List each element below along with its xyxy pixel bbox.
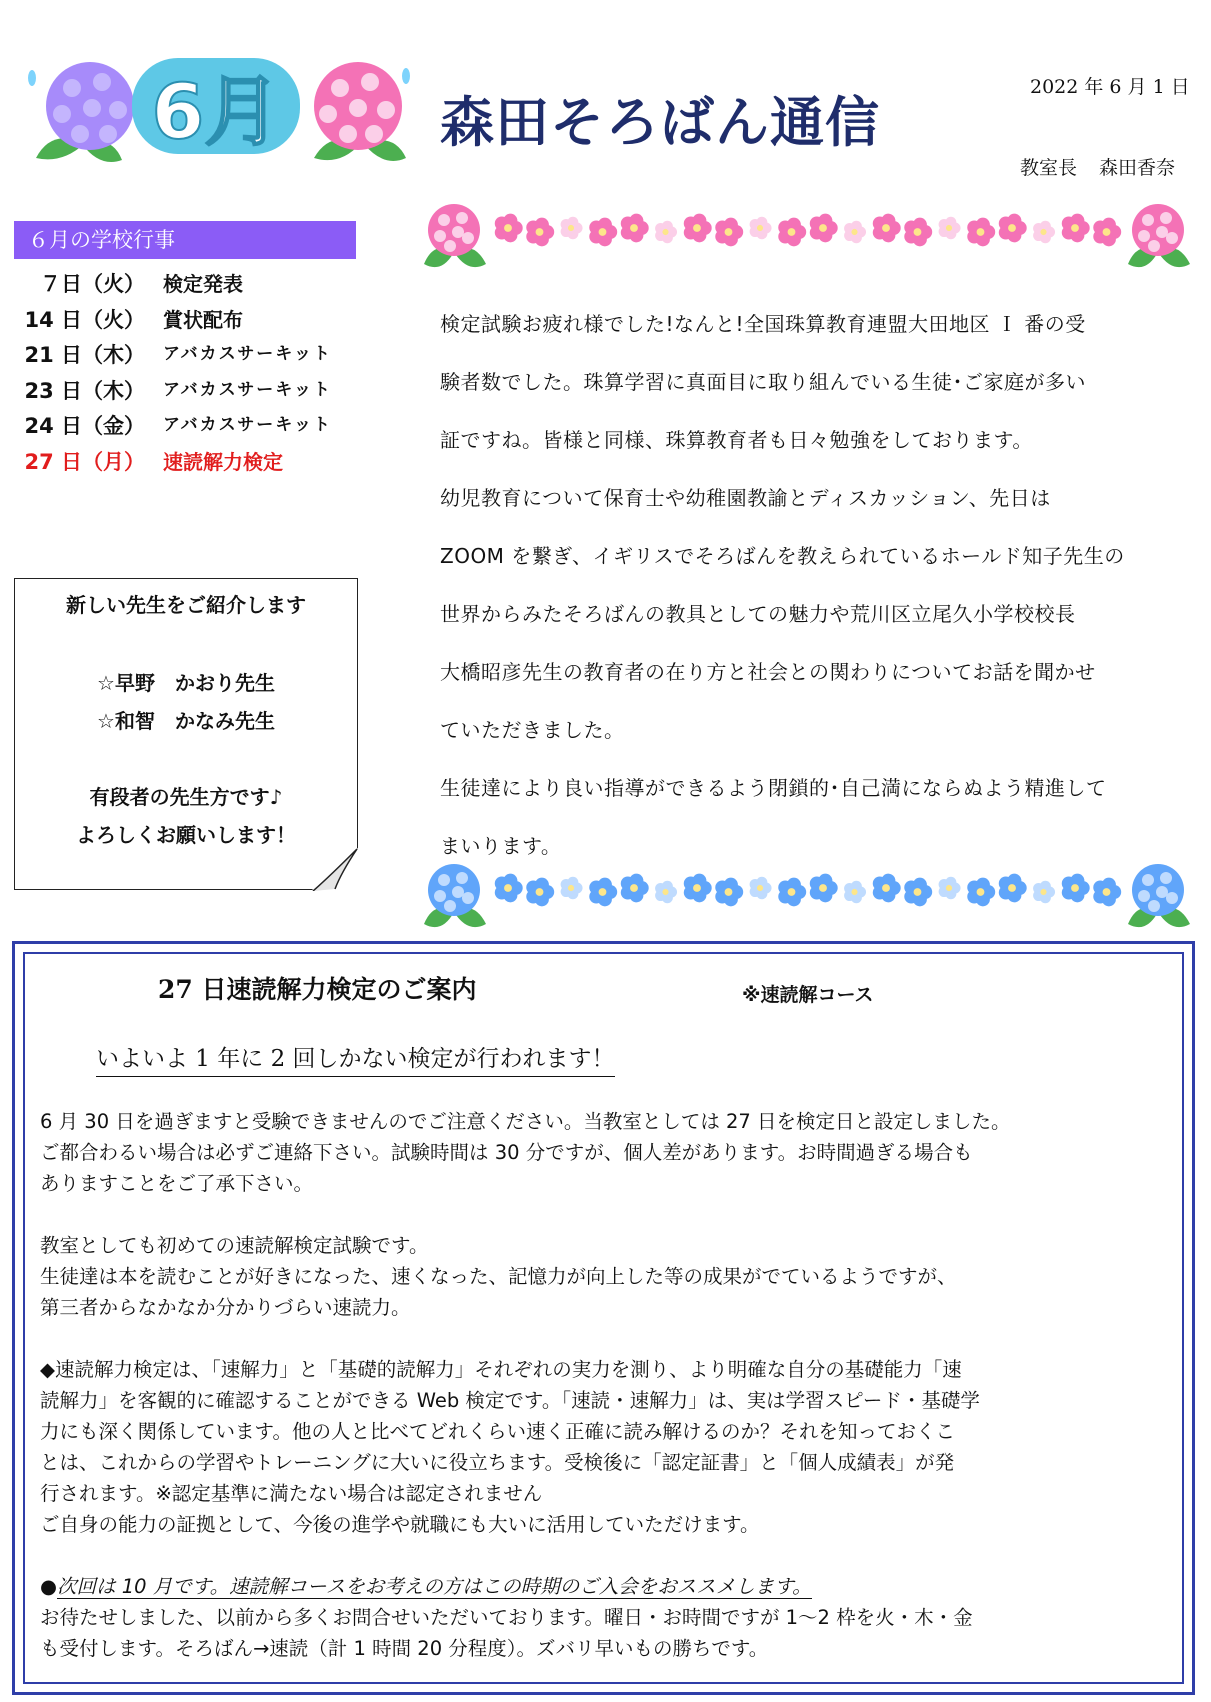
notice-course: ※速読解コース (742, 984, 874, 1006)
flower-icon (526, 218, 554, 247)
teacher-name: ☆早野 かおり先生 (97, 671, 275, 695)
flower-icon (904, 218, 932, 247)
greeting-line: 験者数でした。珠算学習に真面目に取り組んでいる生徒･ご家庭が多い (440, 370, 1086, 394)
event-row (18, 339, 398, 375)
event-date: 23 日（木） (24, 378, 145, 403)
teacher-note (14, 578, 358, 890)
greeting-line: 生徒達により良い指導ができるよう閉鎖的･自己満にならぬよう精進して (440, 776, 1107, 800)
event-row-highlight (18, 446, 398, 482)
flower-icon (621, 214, 649, 243)
greeting-line: 証ですね。皆様と同様、珠算教育者も日々勉強をしております。 (440, 428, 1033, 452)
greeting-line: 検定試験お疲れ様でした!なんと!全国珠算教育連盟大田地区 Ｉ 番の受 (440, 312, 1086, 336)
month-badge (22, 48, 414, 168)
event-name: アバカスサーキット (163, 415, 332, 435)
events-heading: ６月の学校行事 (14, 221, 356, 259)
hydrangea-pink-icon (314, 62, 410, 161)
event-date: 14 日（火） (24, 307, 145, 332)
event-row (18, 375, 398, 411)
greeting-line: ZOOM を繋ぎ、イギリスでそろばんを教えられているホールド知子先生の (440, 544, 1125, 568)
notice-line: ご都合わるい場合は必ずご連絡下さい。試験時間は 30 分ですが、個人差があります。お時間過ぎる場合も (40, 1141, 973, 1164)
flower-icon (873, 214, 901, 243)
event-date: ７日（火） (40, 272, 145, 296)
notice-line: 生徒達は本を読むことが好きになった、速くなった、記憶力が向上した等の成果がでているようですが、 (40, 1265, 957, 1288)
notice-line: ありますことをご了承下さい。 (40, 1172, 314, 1195)
next-session-text: 次回は 10 月です。速読解コースをお考えの方はこの時期のご入会をおススメします。 (57, 1575, 812, 1598)
notice-title: 27 日速読解力検定のご案内 (158, 975, 477, 1004)
notice-line: 行されます。※認定基準に満たない場合は認定されません (40, 1482, 543, 1505)
notice-line: とは、これからの学習やトレーニングに大いに役立ちます。受検後に「認定証書」と「個人成績表」が発 (40, 1451, 955, 1474)
notice-line: 教室としても初めての速読解検定試験です。 (40, 1234, 429, 1257)
hydrangea-purple-icon (28, 62, 134, 162)
event-row (18, 268, 398, 304)
issue-date: 2022 年 6 月 1 日 (1030, 76, 1190, 98)
notice-line: お待たせしました、以前から多くお問合せいただいております。曜日・お時間ですが 1～2 枠を火・木・金 (40, 1606, 973, 1629)
greeting-line: まいります。 (440, 834, 562, 858)
bullet-icon: ● (40, 1575, 58, 1598)
author-role: 教室長 (1020, 157, 1078, 179)
notice-line: 力にも深く関係しています。他の人と比べてどれくらい速く正確に読み解けるのか？それを知っておくこ (40, 1420, 955, 1443)
newsletter-title: 森田そろばん通信 (440, 91, 880, 154)
greeting-line: 世界からみたそろばんの教具としての魅力や荒川区立尾久小学校校長 (440, 602, 1076, 626)
notice-lead: いよいよ 1 年に 2 回しかない検定が行われます！ (96, 1040, 615, 1077)
notice-line: 読解力」を客観的に確認することができる Web 検定です。「速読・速解力」は、実は学習スピード・基礎学 (40, 1389, 980, 1412)
author-name: 森田香奈 (1099, 157, 1176, 179)
event-name: 検定発表 (163, 272, 243, 296)
greeting-paragraph (440, 308, 1180, 888)
flower-icon (1093, 218, 1121, 247)
notice-line: 6 月 30 日を過ぎますと受験できませんのでご注意ください。当教室としては 27 日を検定日と設定しました。 (40, 1110, 1011, 1133)
event-date: 27 日（月） (24, 449, 145, 474)
notice-line: ご自身の能力の証拠として、今後の進学や就職にも大いに活用していただけます。 (40, 1513, 760, 1536)
flower-icon (589, 218, 617, 247)
event-name: 賞状配布 (163, 307, 243, 332)
author-line (1020, 153, 1175, 180)
event-name: 速読解力検定 (163, 449, 283, 474)
flower-icon (495, 214, 523, 243)
greeting-line: 大橋昭彦先生の教育者の在り方と社会との関わりについてお話を聞かせ (440, 660, 1096, 684)
hydrangea-cluster-icon (424, 204, 486, 267)
flower-icon (684, 214, 712, 243)
teacher-note-line: よろしくお願いします！ (76, 823, 296, 847)
event-row (18, 410, 398, 446)
flower-icon (655, 221, 677, 244)
event-name: アバカスサーキット (163, 379, 332, 400)
flower-icon (810, 214, 838, 243)
event-name: アバカスサーキット (163, 344, 332, 364)
greeting-line: 幼児教育について保育士や幼稚園教諭とディスカッション、先日は (440, 486, 1051, 510)
flower-icon (1033, 221, 1055, 244)
notice-line: 第三者からなかなか分かりづらい速読力。 (40, 1296, 411, 1319)
event-date: 24 日（金） (24, 414, 145, 438)
month-badge-text: 6月 (151, 67, 281, 156)
flower-icon (844, 221, 866, 244)
events-list (18, 268, 398, 481)
event-row (18, 304, 398, 340)
flower-icon (715, 218, 743, 247)
teacher-note-line: 有段者の先生方です♪ (89, 785, 283, 809)
greeting-line: ていただきました。 (440, 718, 625, 742)
flower-garland-pink (418, 198, 1196, 274)
flower-icon (967, 218, 995, 247)
flower-icon (778, 218, 806, 247)
notice-line: ◆速読解力検定は、「速解力」と「基礎的読解力」それぞれの実力を測り、より明確な自分の基礎能力「速 (40, 1358, 962, 1381)
flower-icon (1062, 214, 1090, 243)
page-curl-icon (311, 847, 359, 891)
flower-icon (999, 214, 1027, 243)
event-date: 21 日（木） (24, 343, 145, 367)
flower-icon (750, 217, 772, 240)
teacher-note-heading: 新しい先生をご紹介します (66, 593, 306, 617)
teacher-name: ☆和智 かなみ先生 (97, 709, 275, 733)
notice-body (40, 1106, 1170, 1664)
hydrangea-cluster-icon (1128, 204, 1190, 267)
flower-icon (939, 217, 961, 240)
next-session-line (40, 1571, 1170, 1602)
flower-icon (561, 217, 583, 240)
notice-line: も受付します。そろばん→速読（計 1 時間 20 分程度）。ズバリ早いもの勝ちです。 (40, 1637, 769, 1660)
